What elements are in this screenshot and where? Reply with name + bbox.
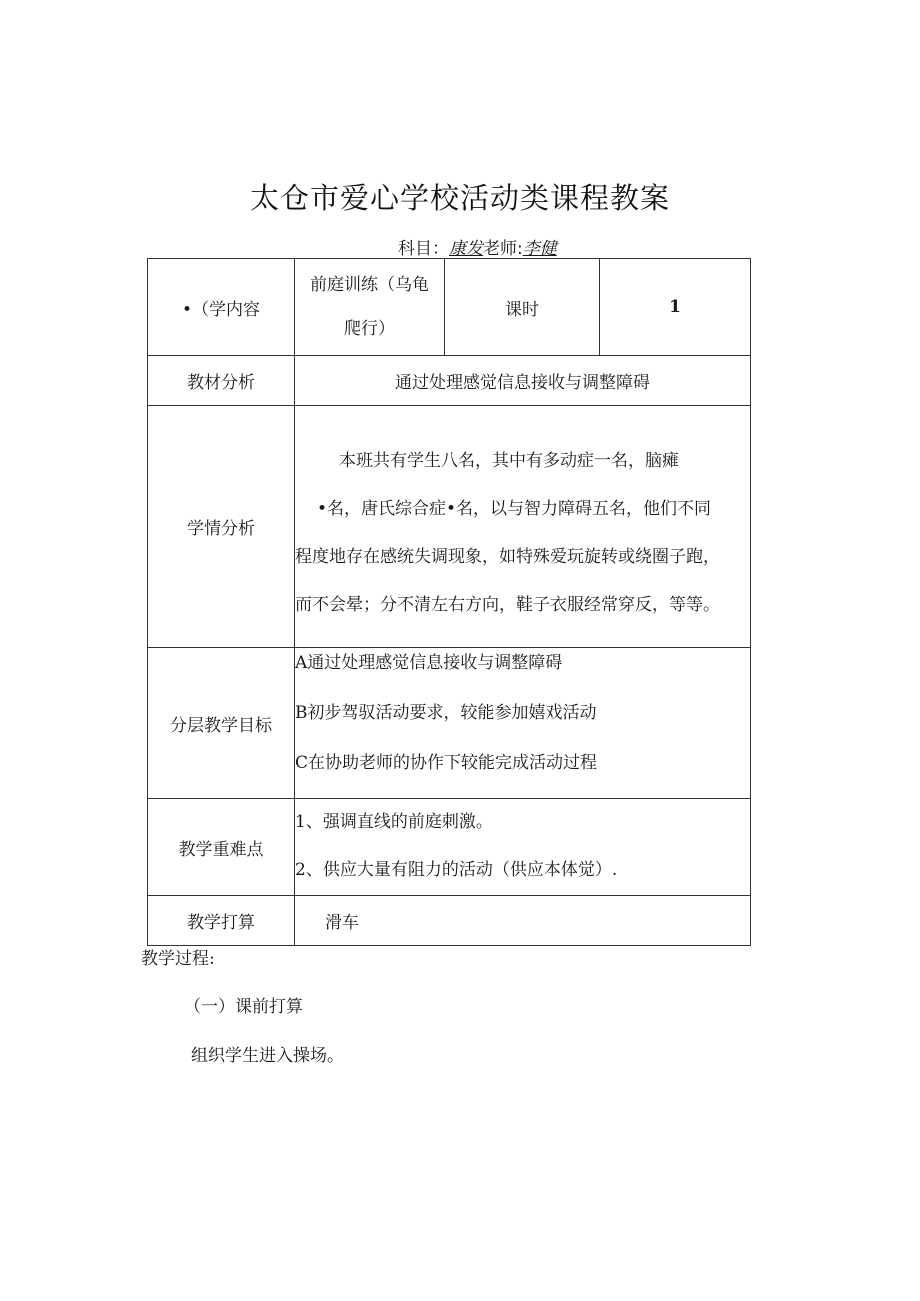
content-value-line: 爬行）	[344, 319, 395, 339]
table-row	[148, 356, 751, 406]
goals-list	[295, 648, 751, 799]
material-label: 教材分析	[148, 356, 295, 406]
process-heading: 教学过程:	[141, 949, 215, 969]
process-step: （一）课前打算	[184, 997, 303, 1017]
content-label: •（学内容	[148, 259, 295, 356]
process-step-text: 组织学生进入操场。	[191, 1046, 344, 1066]
goal-item: C在协助老师的协作下较能完成活动过程	[295, 753, 598, 773]
table-row	[148, 799, 751, 896]
table-row	[148, 648, 751, 799]
prep-label: 教学打算	[148, 896, 295, 946]
page-title: 太仓市爱心学校活动类课程教案	[249, 181, 670, 215]
teacher-label: 老师:	[483, 239, 523, 259]
focus-item: 2、供应大量有阻力的活动（供应本体觉）.	[295, 860, 618, 880]
subject-label: 科目：	[398, 239, 449, 259]
content-value	[295, 259, 445, 356]
goal-item: A通过处理感觉信息接收与调整障碍	[295, 653, 563, 673]
analysis-line: 而不会晕；分不清左右方向，鞋子衣服经常穿反，等等。	[295, 594, 720, 615]
focus-item: 1、强调直线的前庭刺激。	[295, 812, 493, 832]
hours-label: 课时	[445, 259, 600, 356]
analysis-line: 程度地存在感统失调现象，如特殊爱玩旋转或绕圈子跑，	[295, 546, 720, 567]
analysis-line: •名，唐氏综合症•名，以与智力障碍五名，他们不同	[317, 498, 712, 519]
analysis-line: 本班共有学生八名，其中有多动症一名，脑瘫	[339, 450, 679, 471]
hours-value: 1	[600, 259, 751, 356]
focus-label: 教学重难点	[148, 799, 295, 896]
goal-item: B初步驾驭活动要求，较能参加嬉戏活动	[295, 703, 597, 723]
table-row	[148, 896, 751, 946]
lesson-plan-table	[147, 258, 751, 946]
table-row	[148, 406, 751, 648]
prep-value: 滑车	[295, 896, 751, 946]
goals-label: 分层教学目标	[148, 648, 295, 799]
focus-list	[295, 799, 751, 896]
content-value-line: 前庭训练（乌龟	[310, 275, 429, 295]
teacher-value: 李健	[522, 239, 557, 259]
material-value: 通过处理感觉信息接收与调整障碍	[295, 356, 751, 406]
table-row	[148, 259, 751, 356]
student-analysis-text	[295, 406, 751, 648]
subject-value: 康发	[449, 239, 483, 259]
student-analysis-label: 学情分析	[148, 406, 295, 648]
subject-teacher-line	[398, 234, 557, 259]
